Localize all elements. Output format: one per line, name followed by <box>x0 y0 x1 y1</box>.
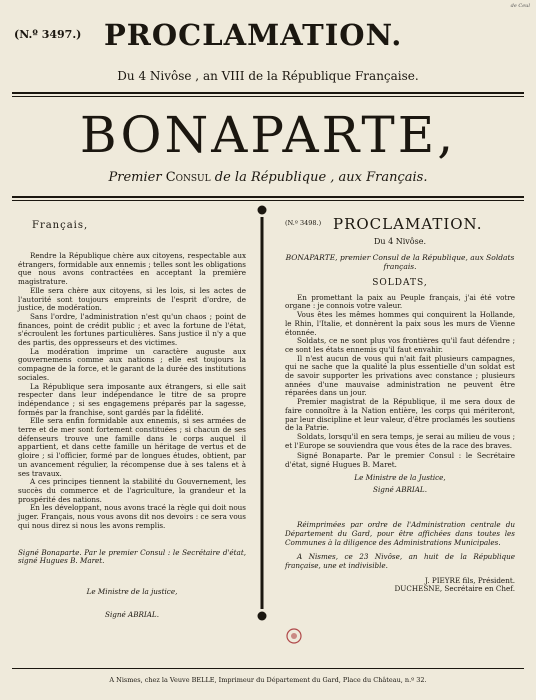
proclamation-date: Du 4 Nivôse , an VIII de la République Française. <box>117 69 419 83</box>
right-minister: Le Ministre de la Justice, <box>354 472 446 482</box>
subtitle-premier: Premier <box>108 170 162 185</box>
right-column <box>285 215 515 594</box>
subtitle <box>0 170 536 185</box>
left-paragraph: La modération imprime un caractère auguste aux gouvernemens comme aux nations ; elle est toujours la compagne de la force, et le garant de la durée des institutions sociales. <box>18 346 246 382</box>
corner-mark: de Ceul <box>510 3 530 9</box>
right-paragraph: Il n'est aucun de vous qui n'ait fait plusieurs campagnes, qui ne sache que la qualité la plus essentielle d'un soldat est de savoir supporter les privations avec constance ; plusieurs années d'une mauvaise administration ne peuvent être réparées dans un jour. <box>285 353 515 398</box>
mid-rule-thin <box>12 200 524 201</box>
right-paragraph: Soldats, lorsqu'il en sera temps, je serai au milieu de vous ; et l'Europe se souviendra que vous êtes de la race des braves. <box>285 431 515 450</box>
left-paragraph: A ces principes tiennent la stabilité du Gouvernement, les succès du commerce et de l'agriculture, la grandeur et la prospérité des nations. <box>18 477 246 504</box>
header <box>0 16 536 60</box>
right-header <box>285 215 515 235</box>
right-signature: Signé Bonaparte. Par le premier Consul : le Secrétaire d'état, signé Hugues B. Maret. <box>285 451 515 470</box>
right-address: BONAPARTE, premier Consul de la République, aux Soldats français. <box>285 253 515 271</box>
left-paragraph: Elle sera chère aux citoyens, si les lois, si les actes de l'autorité sont toujours empreints de l'esprit d'ordre, de justice, de modération. <box>18 285 246 313</box>
right-title: PROCLAMATION. <box>333 215 483 233</box>
mid-rule-thick <box>12 196 524 198</box>
soldats-heading: SOLDATS, <box>372 278 428 288</box>
secretary-signature: DUCHESNE, Secrétaire en Chef. <box>394 584 515 594</box>
library-stamp <box>285 627 303 645</box>
president-signature: J. PIEYRE fils, Président. <box>424 575 515 585</box>
left-paragraph: Elle sera enfin formidable aux ennemis, si ses armées de terre et de mer sont fortement constituées ; si chacun de ses défenseurs trouve une famille dans le corps auquel il appartient, et dans cette famille un héritage de vertus et de gloire ; si l'officier, formé par de longues études, obtient, par un avancement régulier, la récompense due à ses talens et à ses travaux. <box>18 416 246 478</box>
left-signed: Signé ABRIAL. <box>105 609 159 619</box>
subtitle-rest: de la République , aux Français. <box>214 170 428 185</box>
bonaparte-name: BONAPARTE <box>79 106 438 164</box>
right-paragraph: Premier magistrat de la République, il me sera doux de faire connoître à la Nation entière, les corps qui mériteront, par leur discipline et leur valeur, d'être proclamés les soutiens de la Patrie. <box>285 397 515 433</box>
right-number: (N.º 3498.) <box>285 219 322 227</box>
column-divider-ornament <box>255 203 269 623</box>
left-paragraph: La République sera imposante aux étrangers, si elle sait respecter dans leur indépendance le titre de sa propre indépendance ; si ses engagemens préparés par la sagesse, formés par la franchise, sont gardés par la fidélité. <box>18 381 246 417</box>
right-signed: Signé ABRIAL. <box>373 485 427 495</box>
reprint-notice: Réimprimées par ordre de l'Administration centrale du Département du Gard, pour être affichées dans toutes les Communes à la diligence des Administrations Municipales. <box>285 520 515 547</box>
left-paragraph: Sans l'ordre, l'administration n'est qu'un chaos ; point de finances, point de crédit public ; et avec la fortune de l'état, s'écroulent les fortunes particulières. Sans justice il n'y a que des partis, des oppresseurs et des victimes. <box>18 311 246 348</box>
main-heading: BONAPARTE, <box>79 106 457 164</box>
printer-footer: A Nismes, chez la Veuve BELLE, Imprimeur du Département du Gard, Place du Château, n.º 32. <box>109 676 427 684</box>
left-heading: Français, <box>32 220 89 231</box>
right-paragraph: Vous êtes les mêmes hommes qui conquirent la Hollande, le Rhin, l'Italie, et donnèrent la paix sous les murs de Vienne étonnée. <box>285 310 515 337</box>
right-paragraph: En promettant la paix au Peuple français, j'ai été votre organe : je connois votre valeur. <box>285 292 515 311</box>
proclamation-title: PROCLAMATION. <box>104 18 403 52</box>
left-paragraph: En les développant, nous avons tracé la règle qui doit nous juger. Français, nous vous avons dit nos devoirs : ce sera vous qui nous direz si nous les avons remplis. <box>18 503 246 530</box>
top-rule-thick <box>12 92 524 94</box>
right-date: Du 4 Nivôse. <box>373 237 427 246</box>
left-column <box>18 220 246 619</box>
subtitle-consul: Consul <box>165 170 211 185</box>
right-paragraph: Soldats, ce ne sont plus vos frontières qu'il faut défendre ; ce sont les états ennemis qu'il faut envahir. <box>285 336 515 354</box>
place-date: A Nismes, ce 23 Nivôse, an huit de la République française, une et indivisible. <box>285 552 515 570</box>
top-rule-thin <box>12 96 524 97</box>
left-minister: Le Ministre de la justice, <box>86 586 178 596</box>
footer-rule <box>12 668 524 669</box>
proclamation-number: (N.º 3497.) <box>14 28 82 41</box>
left-signature: Signé Bonaparte. Par le premier Consul : le Secrétaire d'état, signé Hugues B. Maret. <box>18 547 246 566</box>
left-paragraph: Rendre la République chère aux citoyens, respectable aux étrangers, formidable aux ennemis ; telles sont les obligations que nous avons contractées en acceptant la première magistrature. <box>18 251 246 287</box>
